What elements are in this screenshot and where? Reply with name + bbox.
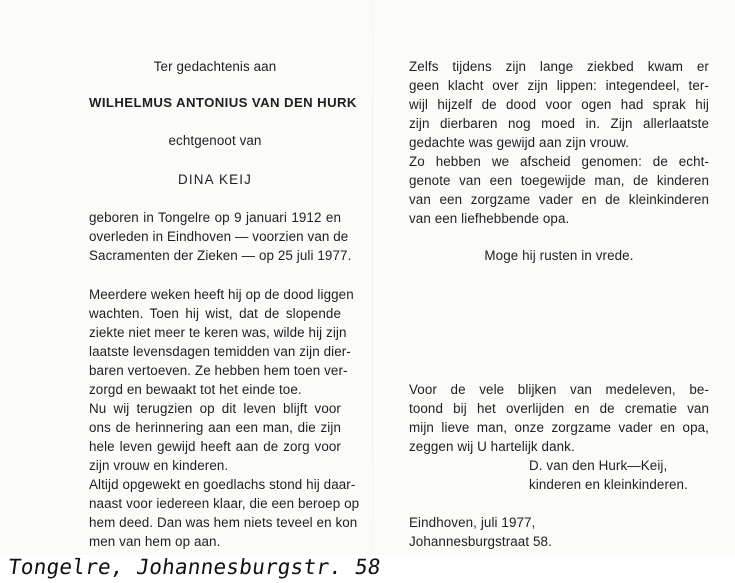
- birth-line: overleden in Eindhoven — voorzien van de: [89, 229, 349, 244]
- body-line: ons de herinnering aan een man, die zijn: [89, 420, 341, 435]
- body-line: ziekte niet meer te keren was, wilde hij zijn: [89, 325, 347, 340]
- body-line: wachten. Toen hij wist, dat de slopende: [89, 306, 341, 321]
- body-line: hele leven gewijd heeft aan de zorg voor: [89, 439, 341, 454]
- illness-line: Zo hebben we afscheid genomen: de echt-: [409, 154, 709, 169]
- address-text: Johannesburgstraat 58.: [409, 534, 552, 549]
- illness-line: geen klacht over zijn lippen: integendeel, ter-: [409, 78, 709, 93]
- right-page: [409, 0, 709, 555]
- thanks-line: toond bij het overlijden en de crematie van: [409, 401, 709, 416]
- illness-line: Zelfs tijdens zijn lange ziekbed kwam er: [409, 59, 709, 74]
- body-line: men van hem op aan.: [89, 534, 221, 549]
- signature-line: kinderen en kleinkinderen.: [529, 477, 688, 492]
- body-line: baren vertoeven. Ze hebben hem toen ver-: [89, 363, 348, 378]
- rest-in-peace-text: Moge hij rusten in vrede.: [484, 248, 634, 263]
- illness-line: genote van een toegewijde man, de kinderen: [409, 173, 709, 188]
- card-fold: [372, 0, 373, 555]
- body-line: hem deed. Dan was hem niets teveel en kon: [89, 515, 358, 530]
- deceased-name: WILHELMUS ANTONIUS VAN DEN HURK: [89, 95, 357, 110]
- thanks-line: zeggen wij U hartelijk dank.: [409, 439, 575, 454]
- handwritten-address-note: Tongelre, Johannesburgstr. 58: [6, 555, 383, 579]
- body-line: zorgd en bewaakt tot het einde toe.: [89, 382, 302, 397]
- place-date-text: Eindhoven, juli 1977,: [409, 515, 536, 530]
- spouse-name: DINA KEIJ: [177, 172, 253, 187]
- body-line: Nu wij terugzien op dit leven blijft voor: [89, 401, 341, 416]
- illness-line: van een zorgzame vader en de kleinkinderen: [409, 192, 709, 207]
- birth-line: Sacramenten der Zieken — op 25 juli 1977.: [89, 248, 352, 263]
- body-line: zijn vrouw en kinderen.: [89, 458, 229, 473]
- left-page: [89, 0, 360, 555]
- thanks-line: mijn lieve man, onze zorgzame vader en opa,: [409, 420, 709, 435]
- thanks-line: Voor de vele blijken van medeleven, be-: [409, 382, 709, 397]
- body-line: naast voor iedereen klaar, die een beroep op: [89, 496, 360, 511]
- illness-line: van een liefhebbende opa.: [409, 211, 570, 226]
- signature-line: D. van den Hurk—Keij,: [529, 458, 668, 473]
- body-line: Altijd opgewekt en goedlachs stond hij daar-: [89, 477, 356, 492]
- illness-line: gedachte was gewijd aan zijn vrouw.: [409, 135, 630, 150]
- illness-line: wijl hijzelf de dood voor ogen had sprak hij: [409, 97, 709, 112]
- intro-text: Ter gedachtenis aan: [153, 59, 277, 74]
- relation-text: echtgenoot van: [168, 133, 262, 148]
- birth-line: geboren in Tongelre op 9 januari 1912 en: [89, 210, 341, 225]
- body-line: Meerdere weken heeft hij op de dood liggen: [89, 287, 354, 302]
- illness-line: zijn dierbaren nog moed in. Zijn allerlaatste: [409, 116, 709, 131]
- body-line: laatste levensdagen temidden van zijn dier-: [89, 344, 351, 359]
